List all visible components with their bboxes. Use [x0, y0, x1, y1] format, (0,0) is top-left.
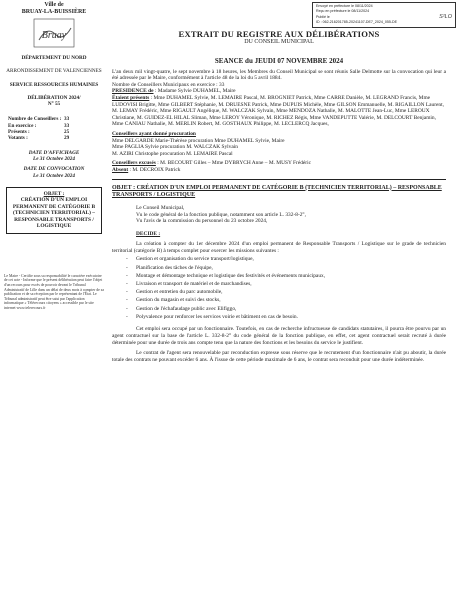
deliberation-label: DÉLIBÉRATION 2024/	[27, 94, 81, 101]
vu-1: Vu le code général de la fonction publique, notamment son article L. 332-8-2°,	[136, 211, 306, 218]
count-row: En exercice : 33	[8, 122, 70, 129]
list-item: - Gestion de l'échafaudage public avec Elifiggo,	[126, 306, 446, 313]
ville-name: BRUAY-LA-BUISSIÈRE	[21, 8, 87, 15]
main-content	[112, 30, 446, 363]
presidence: PRESIDENCE de : Madame Sylvie DUHAMEL, Maire	[112, 88, 236, 95]
presents: Étaient présents : Mme DUHAMEL Sylvie, M. LEMAIRE Pascal, M. BROGNIET Patrick, Mme CARRE Danièle, M. LEGRAND Francis, Mme LUDOVISI Brigitte, Mme GILBERT Stéphanie, M. DRUESNE Patrick, Mme DUPUIS Michèle, Mme GILSON Emmanuelle, M. RIGAILLON Laurent, M. LEMAY Frédéric, Mme RIGAULT Angélique, M. WALCZAK Sylvain, Mme MENDOZA Nathalie, M. MALOTTE Jean-Luc, Mme LEROUX Christiane, M. GUIDEZ-EL HILAL Sliman, Mme LEROY Véronique, M. RICHEZ Régis, Mme VANDEPUTTE Valérie, M. DELCOURT Benjamin, Mme CANIAU Nathalie, M. MERLIN Robert, M. GOSTHAUX Philippe, M. LECLERCQ Jacques,	[112, 94, 444, 128]
departement: DÉPARTEMENT DU NORD	[21, 55, 87, 61]
logo-text: Bruay	[41, 30, 67, 41]
city-logo	[33, 18, 75, 48]
procuration-item: Mme PAGLIA Sylvie procuration M. WALCZAK Sylvain	[112, 144, 238, 151]
prefecture-stamp	[312, 2, 456, 28]
stamp-signature: S²LO	[439, 13, 452, 20]
list-item: - Gestion et organisation du service transport/logistique,	[126, 256, 446, 263]
count-row: Nombre de Conseillers : 33	[8, 116, 70, 123]
conseillers-counts	[2, 116, 106, 141]
list-item: - Gestion du magasin et suivi des stocks,	[126, 297, 446, 304]
dates-block	[2, 150, 106, 179]
date-convocation-value: Le 31 Octobre 2024	[33, 172, 75, 179]
city-logo-icon	[33, 18, 75, 48]
left-margin	[2, 2, 106, 311]
objet-text: CRÉATION D'UN EMPLOI PERMANENT DE CATÉGORIE B (TECHNICIEN TERRITORIAL) – RESPONSABLE TRANSPORTS / LOGISTIQUE	[12, 197, 96, 230]
stamp-id: ID : 062-216201785-20241107-DE7_2024_055-DE	[316, 20, 398, 25]
missions-list	[126, 256, 446, 320]
page-title: EXTRAIT DU REGISTRE AUX DÉLIBÉRATIONS	[178, 29, 380, 39]
decide-heading: DECIDE :	[136, 230, 161, 237]
list-item: - Montage et démontage technique et logistique des festivités et événements municipaux,	[126, 273, 446, 280]
objet-label: OBJET :	[43, 190, 65, 197]
date-affichage-value: Le 31 Octobre 2024	[33, 155, 75, 162]
date-convocation-label: DATE DE CONVOCATION	[23, 166, 85, 173]
count-row: Présents : 25	[8, 129, 70, 136]
ville-label: Ville de	[44, 2, 64, 8]
procuration-item: M. AZIRI Christophe procuration M. LEMAIRE Pascal	[112, 150, 233, 157]
list-item: - Gestion et entretien du parc automobile,	[126, 289, 446, 296]
stamp-line: Publié le	[316, 14, 330, 19]
arrondissement: ARRONDISSEMENT DE VALENCIENNES	[6, 68, 102, 75]
date-affichage-label: DATE D'AFFICHAGE	[28, 149, 80, 156]
list-item: - Polyvalence pour renforcer les services voirie et bâtiment en cas de besoin.	[126, 314, 446, 321]
list-item: - Livraison et transport de matériel et de marchandises,	[126, 281, 446, 288]
count-row: Votants : 29	[8, 135, 70, 142]
creation-paragraph: La création à compter du 1er décembre 2024 d'un emploi permanent de Responsable Transports / Logistique sur le grade de technicien territorial (catégorie B) à temps complet pour exercer les missions suivantes :	[112, 241, 446, 254]
excuses: Conseillers excusés : M. BECOURT Gilles – Mme DYBRYCH Anne – M. MUSY Frédéric	[112, 160, 311, 167]
emploi-paragraph: Cet emploi sera occupé par un fonctionnaire. Toutefois, en cas de recherche infructueuse de candidats statutaires, il pourra être pourvu par un agent contractuel sur la base de l'article L. 332-8-2° du code général de la fonction publique, en effet, cet agent contractuel serait recruté à durée déterminée pour une durée de trois ans compte tenu que la nature des fonctions et les besoins du service le justifient.	[112, 326, 446, 346]
seance-heading: SEANCE du JEUDI 07 NOVEMBRE 2024	[214, 57, 344, 65]
page-subtitle: DU CONSEIL MUNICIPAL	[244, 39, 314, 45]
stamp-line: Reçu en préfecture le 08/11/2024	[316, 9, 370, 14]
stamp-line: Envoyé en préfecture le 08/11/2024	[316, 4, 373, 8]
service: SERVICE RESSOURCES HUMAINES	[9, 81, 99, 88]
intro-paragraph: L'an deux mil vingt-quatre, le sept novembre à 18 heures, les Membres du Conseil Municipal se sont réunis Salle Delmotte sur la convocation qui leur a été adressée par le Maire, conformément à l'article 48 de la loi du 5 avril 1884.	[112, 68, 446, 82]
objet-title: OBJET : CRÉATION D'UN EMPLOI PERMANENT DE CATÉGORIE B (TECHNICIEN TERRITORIAL) – RESPONSABLE TRANSPORTS / LOGISTIQUE	[112, 184, 442, 198]
nombre-conseillers: Nombre de Conseillers Municipaux en exercice : 33	[112, 81, 225, 88]
divider	[112, 179, 446, 180]
conseil-label: Le Conseil Municipal,	[136, 204, 185, 211]
deliberation-number: N° 55	[47, 101, 61, 108]
objet-box	[6, 187, 102, 234]
procuration-item: Mme DELGARDE Marie-Thérèse procuration Mme DUHAMEL Sylvie, Maire	[112, 137, 285, 144]
contrat-paragraph: Le contrat de l'agent sera renouvelable par reconduction expresse sous réserve que le recrutement d'un fonctionnaire n'ait pu aboutir, la durée totale des contrats ne pouvant excéder 6 ans. À l'issue de cette période maximale de 6 ans, le contrat sera reconduit pour une durée indéterminée.	[112, 350, 446, 363]
footer-note: Le Maire - Certifie sous sa responsabilité le caractère exécutoire de cet acte - Informe que le présent délibération peut faire l'objet d'un recours pour excès de pouvoir devant le Tribunal Administratif de Lille dans un délai de deux mois à compter de sa publication et de sa réception par le représentant de l'État. Le Tribunal administratif peut être saisi par l'application informatique « Télérecours citoyens » accessible par le site internet www.telerecours.fr	[4, 273, 104, 311]
list-item: - Planification des tâches de l'équipe,	[126, 265, 446, 272]
absent: Absent : M. DECROIX Patrick	[112, 166, 181, 173]
procuration-label: Conseillers ayant donné procuration	[112, 130, 196, 137]
vu-2: Vu l'avis de la commission du personnel du 23 octobre 2024,	[136, 218, 268, 225]
